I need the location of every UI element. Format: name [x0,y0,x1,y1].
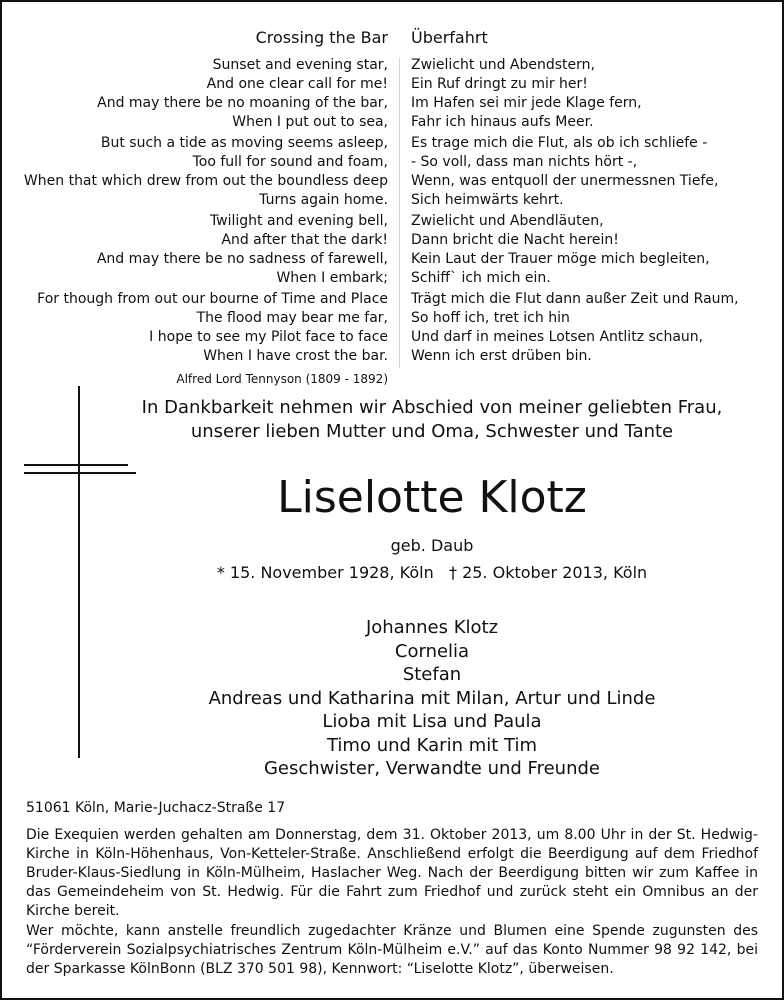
poem-line: Sich heimwärts kehrt. [411,192,564,208]
funeral-paragraph [26,826,758,921]
poem-line: Ein Ruf dringt zu mir her! [411,76,588,92]
poem-title-german: Überfahrt [411,28,488,47]
birth-name: geb. Daub [390,536,474,555]
poem-english-column [0,56,388,389]
poem-line: I hope to see my Pilot face to face [149,329,388,345]
intro-text [80,396,784,444]
poem-line: Dann bricht die Nacht herein! [411,232,619,248]
poem-line: And may there be no sadness of farewell, [96,251,388,267]
poem-line: When I embark; [276,270,388,286]
poem-stanza [0,212,388,288]
poem-line: Fahr ich hinaus aufs Meer. [411,114,594,130]
deceased-name: Liselotte Klotz [277,472,587,523]
poem-line: Und darf in meines Lotsen Antlitz schaun, [411,329,704,345]
poem-line: Kein Laut der Trauer möge mich begleiten, [411,251,710,267]
poem-line: Schiff` ich mich ein. [411,270,551,286]
poem-line: Zwielicht und Abendläuten, [411,213,604,229]
poem-stanza [411,290,771,366]
poem-line: And may there be no moaning of the bar, [97,95,388,111]
family-list [80,616,784,781]
poem-line: Twilight and evening bell, [209,213,388,229]
poem-line: Im Hafen sei mir jede Klage fern, [411,95,642,111]
poem-stanza [0,290,388,366]
life-dates: * 15. November 1928, Köln † 25. Oktober 2013, Köln [216,563,648,582]
poem-line: Es trage mich die Flut, als ob ich schliefe - [411,135,708,151]
poem-line: Wenn ich erst drüben bin. [411,348,592,364]
family-member: Geschwister, Verwandte und Freunde [263,758,600,779]
paragraph-line: der Sparkasse KölnBonn (BLZ 370 501 98), Kennwort: “Liselotte Klotz”, überweisen. [26,961,614,977]
poem-line: And one clear call for me! [206,76,388,92]
poem-stanza [411,212,771,288]
intro-line: In Dankbarkeit nehmen wir Abschied von meiner geliebten Frau, [141,397,723,418]
poem-line: The flood may bear me far, [196,310,388,326]
paragraph-line: Kirche in Köln-Höhenhaus, Von-Ketteler-Straße. Anschließend erfolgt die Beerdigung auf dem Friedhof [26,846,758,862]
paragraph-line: “Förderverein Sozialpsychiatrisches Zentrum Köln-Mülheim e.V.” auf das Konto Nummer 98 92 142, bei [26,942,758,958]
family-member: Cornelia [394,640,470,662]
poem-stanza [0,56,388,132]
poem-line: So hoff ich, tret ich hin [411,310,570,326]
poem-line: When I put out to sea, [232,114,388,130]
paragraph-line: Wer möchte, kann anstelle freundlich zugedachter Kränze und Blumen eine Spende zugunsten des [26,923,758,939]
poem-line: But such a tide as moving seems asleep, [100,135,388,151]
family-member: Andreas und Katharina mit Milan, Artur und Linde [208,687,656,709]
poem-line: Turns again home. [259,192,388,208]
family-member: Timo und Karin mit Tim [326,734,537,756]
cross-symbol-bar-upper [24,464,128,466]
intro-line: unserer lieben Mutter und Oma, Schwester und Tante [190,421,674,442]
poem-line: Sunset and evening star, [212,57,388,73]
poem-line: Wenn, was entquoll der unermessnen Tiefe, [411,173,719,189]
poem-line: Zwielicht und Abendstern, [411,57,595,73]
poem-german-column [411,56,771,366]
poem-line: Too full for sound and foam, [192,154,388,170]
paragraph-line: das Gemeindeheim von St. Hedwig. Für die Fahrt zum Friedhof und zurück steht ein Omnibus an der [26,884,758,900]
poem-column-divider [399,58,400,368]
paragraph-line: Die Exequien werden gehalten am Donnerstag, dem 31. Oktober 2013, um 8.00 Uhr in der St. Hedwig- [26,827,758,843]
poem-line: For though from out our bourne of Time and Place [37,291,388,307]
poem-line: - So voll, dass man nichts hört -, [411,154,638,170]
address: 51061 Köln, Marie-Juchacz-Straße 17 [26,800,286,816]
poem-line: When that which drew from out the boundless deep [23,173,388,189]
poem-author: Alfred Lord Tennyson (1809 - 1892) [176,372,388,386]
family-member: Lioba mit Lisa und Paula [322,711,542,732]
paragraph-line: Kirche bereit. [26,903,120,919]
poem-title-english: Crossing the Bar [255,28,388,47]
poem-stanza [0,134,388,210]
poem-stanza [411,56,771,132]
paragraph-line: Bruder-Klaus-Siedlung in Köln-Mülheim, Haslacher Weg. Nach der Beerdigung bitten wir zum Kaffee in [26,865,758,881]
family-member: Johannes Klotz [365,617,499,638]
family-member: Stefan [402,664,462,685]
poem-line: Trägt mich die Flut dann außer Zeit und Raum, [411,291,739,307]
donation-paragraph [26,922,758,979]
poem-line: And after that the dark! [221,232,388,248]
poem-stanza [411,134,771,210]
poem-line: When I have crost the bar. [203,348,388,364]
